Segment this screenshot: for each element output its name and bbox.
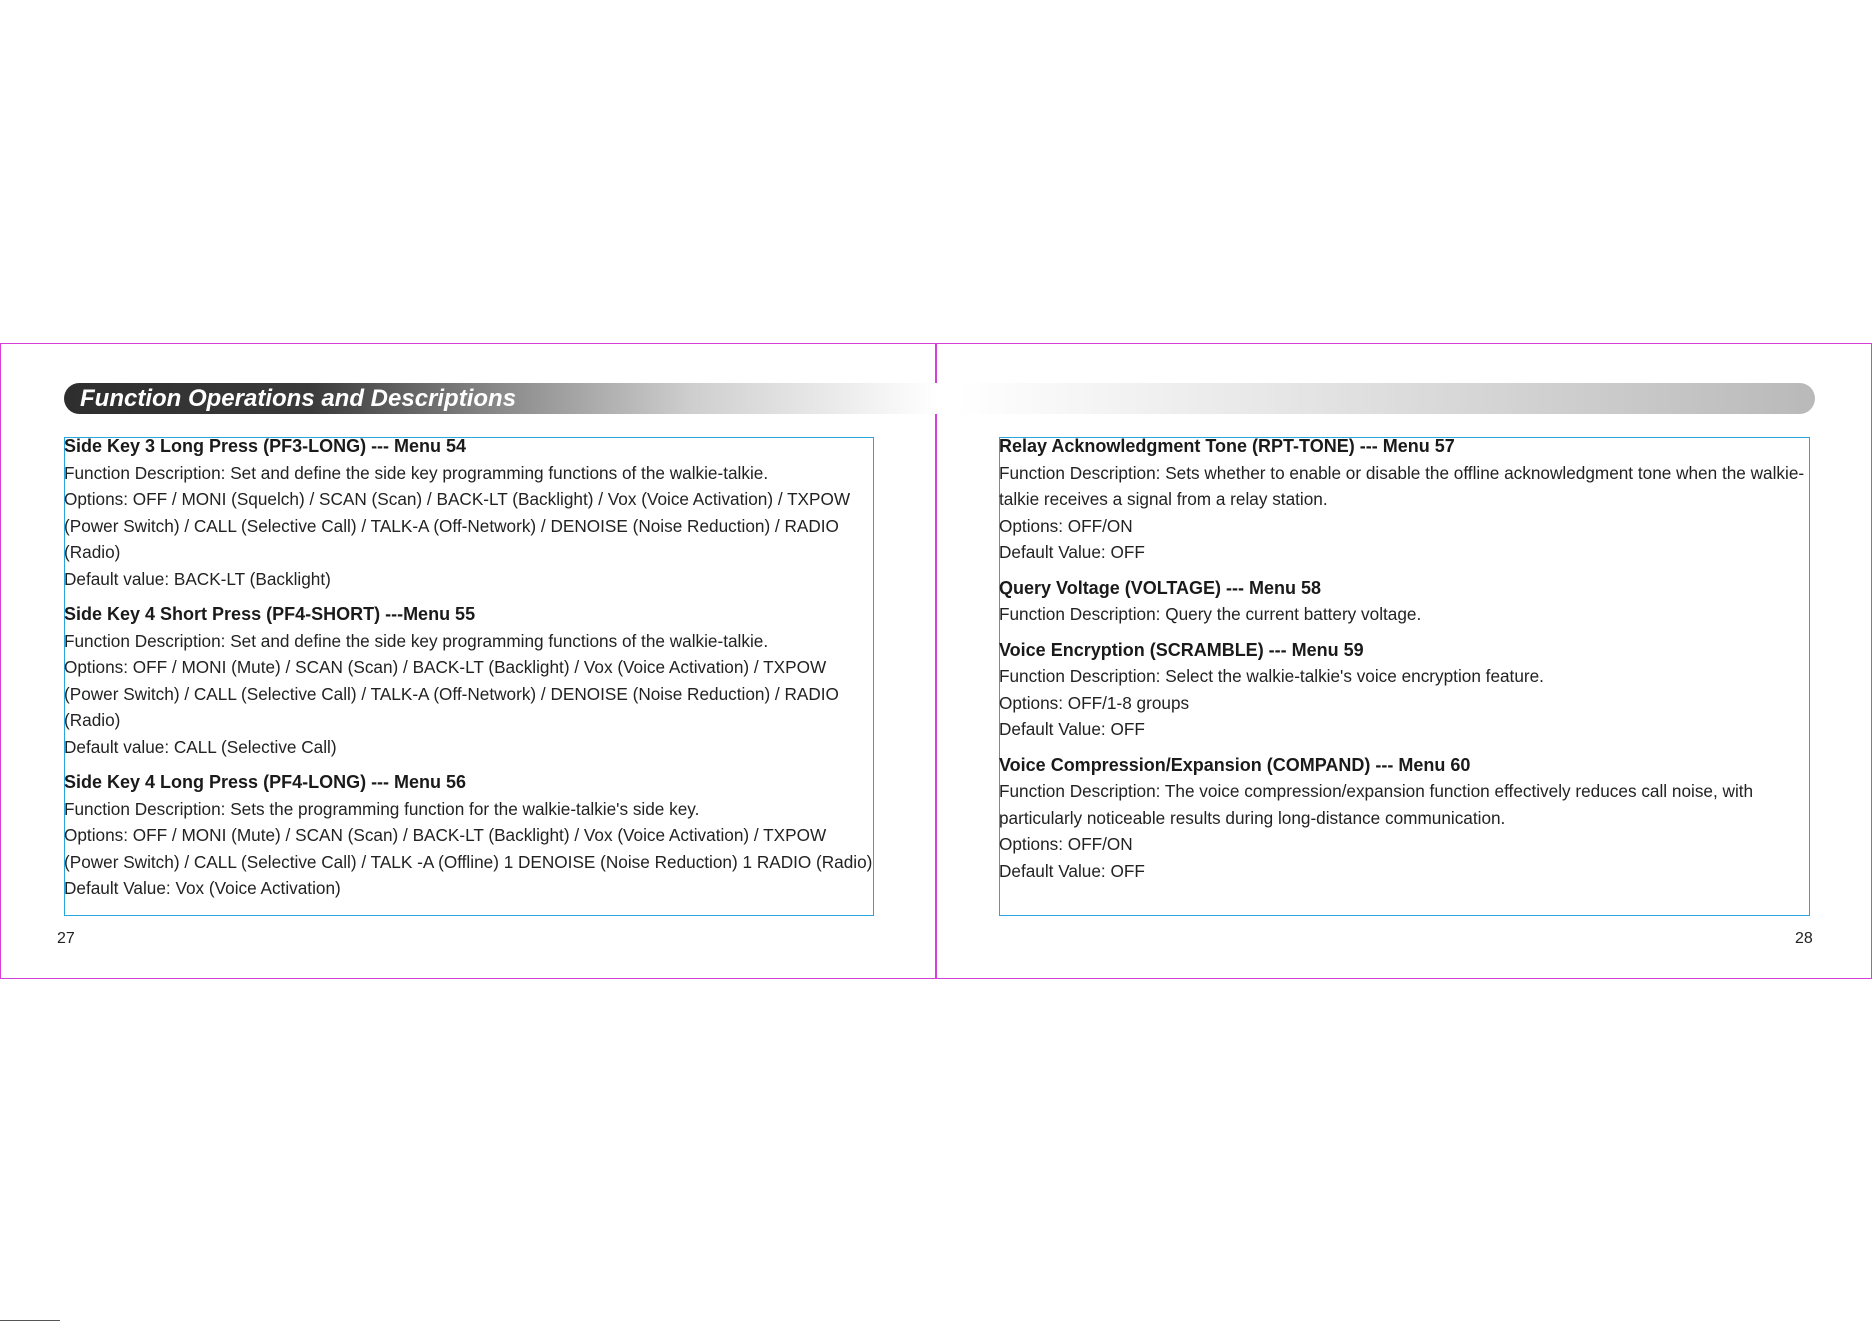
menu-54-description: Function Description: Set and define the side key programming functions of the walkie-talkie. (64, 462, 769, 483)
section-title-banner (64, 383, 938, 414)
menu-59-heading: Voice Encryption (SCRAMBLE) --- Menu 59 (999, 639, 1364, 660)
menu-54-section (64, 433, 876, 592)
page-number-right: 28 (1795, 930, 1813, 947)
menu-56-options: Options: OFF / MONI (Mute) / SCAN (Scan) / BACK-LT (Backlight) / Vox (Voice Activation) / TXPOW (Power Switch) / CALL (Selective Call) / TALK -A (Offline) 1 DENOISE (Noise Reduction) 1 RADIO (Radio) (64, 825, 873, 872)
menu-60-options: Options: OFF/ON (999, 834, 1133, 854)
menu-60-section (999, 752, 1814, 885)
menu-58-description: Function Description: Query the current battery voltage. (999, 604, 1422, 624)
section-title: Function Operations and Descriptions (80, 385, 517, 412)
page-number-left: 27 (57, 930, 75, 947)
menu-57-section (999, 433, 1814, 566)
menu-57-options: Options: OFF/ON (999, 515, 1133, 536)
menu-59-options: Options: OFF/1-8 groups (999, 692, 1190, 713)
menu-55-default: Default value: CALL (Selective Call) (64, 736, 337, 757)
menu-56-section (64, 769, 876, 902)
menu-55-section (64, 601, 876, 760)
left-page-content (64, 433, 876, 911)
menu-60-description: Function Description: The voice compression/expansion function effectively reduces call noise, with particularly noticeable results during long-distance communication. (999, 781, 1754, 828)
menu-55-description: Function Description: Set and define the side key programming functions of the walkie-talkie. (64, 630, 769, 651)
menu-54-heading: Side Key 3 Long Press (PF3-LONG) --- Menu 54 (64, 436, 467, 456)
menu-59-default: Default Value: OFF (999, 719, 1145, 739)
menu-56-description: Function Description: Sets the programming function for the walkie-talkie's side key. (64, 798, 700, 819)
menu-58-section (999, 575, 1814, 628)
menu-57-heading: Relay Acknowledgment Tone (RPT-TONE) --- Menu 57 (999, 436, 1455, 456)
menu-54-default: Default value: BACK-LT (Backlight) (64, 568, 331, 589)
crop-mark (0, 1320, 60, 1325)
menu-56-heading: Side Key 4 Long Press (PF4-LONG) --- Menu 56 (64, 772, 467, 792)
menu-60-heading: Voice Compression/Expansion (COMPAND) --- Menu 60 (999, 754, 1471, 775)
section-title-banner-continuation (958, 383, 1815, 414)
menu-59-section (999, 637, 1814, 743)
menu-60-default: Default Value: OFF (999, 860, 1145, 881)
menu-57-default: Default Value: OFF (999, 542, 1145, 562)
menu-58-heading: Query Voltage (VOLTAGE) --- Menu 58 (999, 577, 1322, 598)
menu-54-options: Options: OFF / MONI (Squelch) / SCAN (Scan) / BACK-LT (Backlight) / Vox (Voice Activation) / TXPOW (Power Switch) / CALL (Selective Call) / TALK-A (Off-Network) / DENOISE (Noise Reduction) / RADIO (Radio) (64, 489, 851, 562)
menu-56-default: Default Value: Vox (Voice Activation) (64, 878, 341, 898)
right-page-content (999, 433, 1814, 893)
menu-59-description: Function Description: Select the walkie-talkie's voice encryption feature. (999, 666, 1544, 686)
menu-55-options: Options: OFF / MONI (Mute) / SCAN (Scan) / BACK-LT (Backlight) / Vox (Voice Activation) / TXPOW (Power Switch) / CALL (Selective Call) / TALK-A (Off-Network) / DENOISE (Noise Reduction) / RADIO (Radio) (64, 657, 839, 730)
menu-55-heading: Side Key 4 Short Press (PF4-SHORT) ---Menu 55 (64, 604, 476, 624)
menu-57-description: Function Description: Sets whether to enable or disable the offline acknowledgment tone when the walkie-talkie receives a signal from a relay station. (999, 462, 1805, 509)
